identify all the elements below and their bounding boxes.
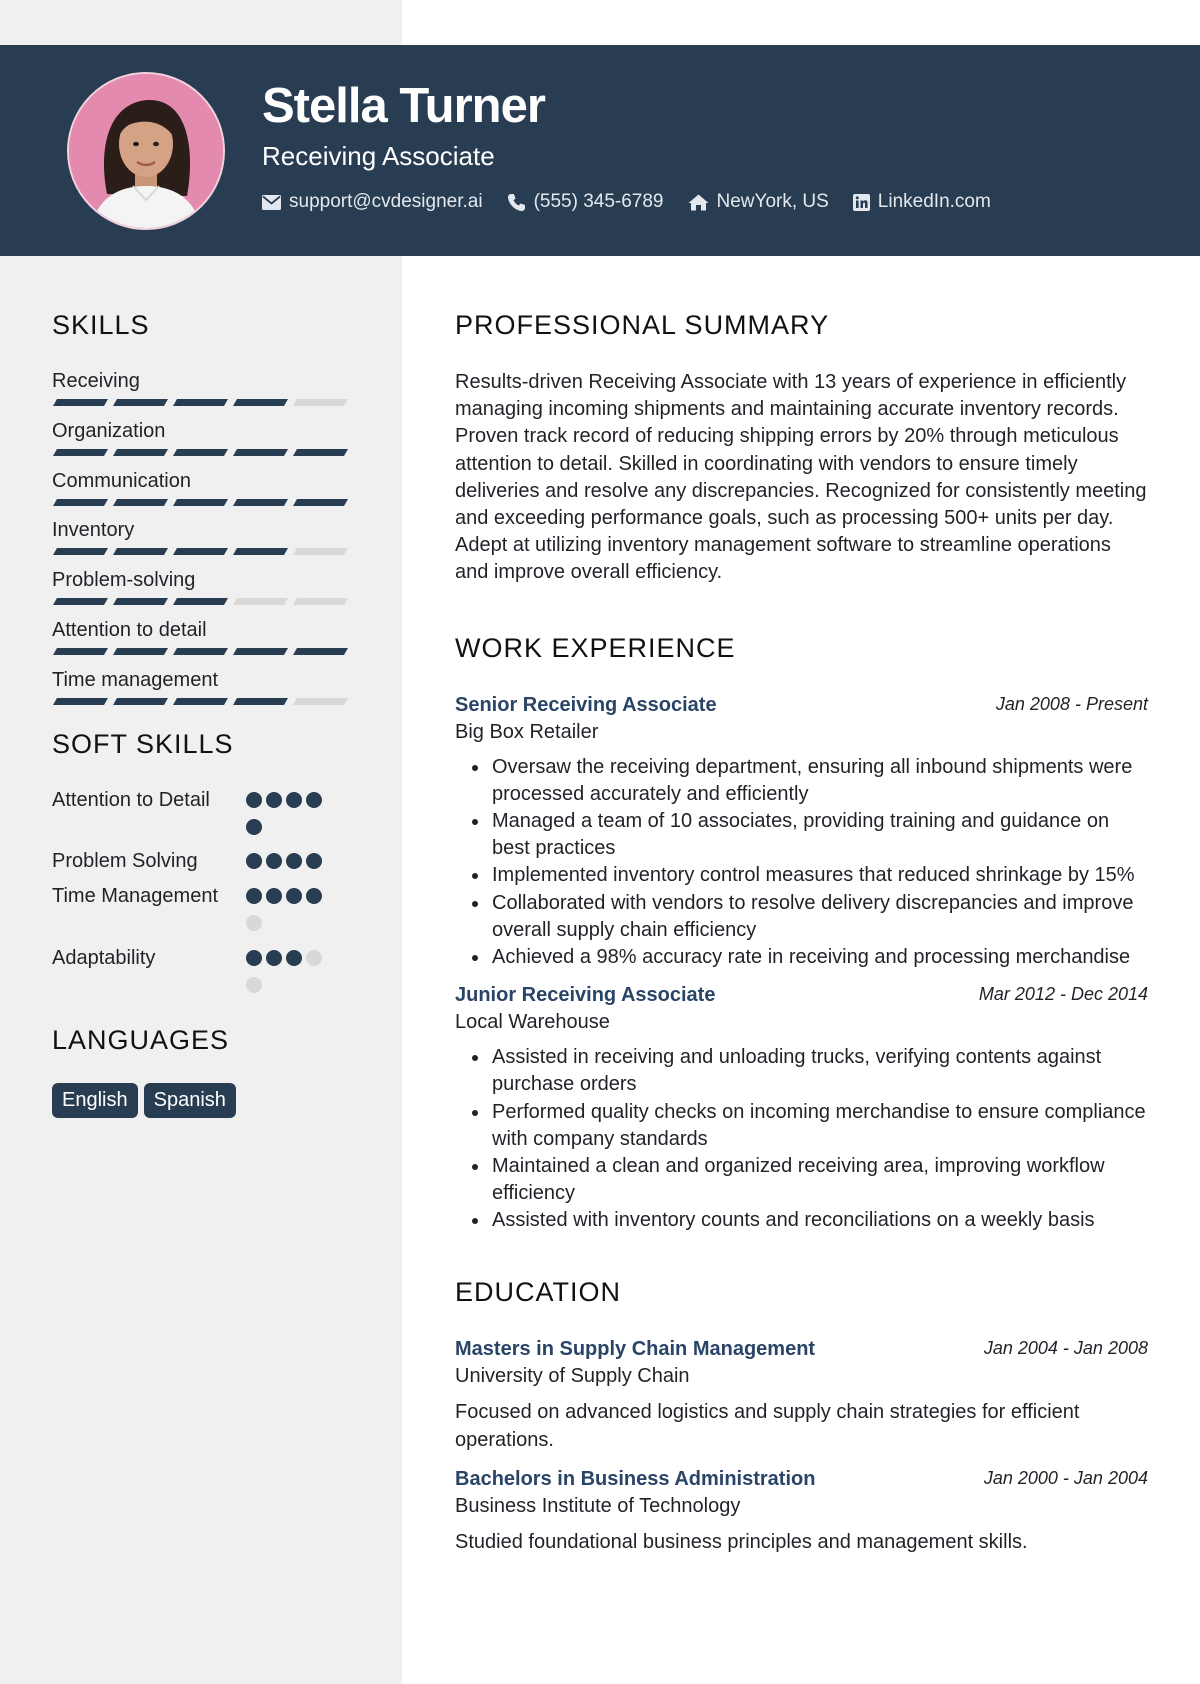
skill-level-segment (173, 399, 228, 406)
skill-name: Organization (52, 419, 166, 442)
skill-level-segment (173, 648, 228, 655)
soft-skill-rating (246, 853, 330, 880)
skill-level-segment (173, 449, 228, 456)
job-company: Local Warehouse (455, 1011, 610, 1034)
rating-dot (306, 888, 322, 904)
soft-skill-name: Adaptability (52, 946, 156, 969)
skill-name: Communication (52, 469, 191, 492)
summary-text: Results-driven Receiving Associate with 13 years of experience in efficiently managing incoming shipments and maintaining accurate inventory records. Proven track record of reducing shipping errors by 20% through meticulous attention to detail. Skilled in coordinating with vendors to ensure timely deliveries and resolve any discrepancies. Recognized for consistently meeting and exceeding performance goals, such as processing 500+ units per day. Adept at utilizing inventory management software to streamline operations and improve overall efficiency. (455, 371, 1147, 584)
skill-level-segment (53, 399, 108, 406)
language-badge: Spanish (144, 1083, 236, 1118)
bullet-item: Achieved a 98% accuracy rate in receiving and processing merchandise (455, 944, 1148, 971)
soft-skill-name: Problem Solving (52, 849, 198, 872)
skill-level-segment (173, 598, 228, 605)
contact-email[interactable] (262, 191, 483, 213)
skill-level-bar (53, 648, 348, 655)
soft-skill-item (52, 945, 352, 1003)
skill-level-bar (53, 698, 348, 705)
contact-list (262, 191, 1015, 213)
education-description: Studied foundational business principles and management skills. (455, 1530, 1028, 1553)
skill-level-bar (53, 449, 348, 456)
skill-level-segment (233, 548, 288, 555)
skill-item (52, 667, 352, 717)
experience-list (455, 692, 1148, 1235)
rating-dot (246, 819, 262, 835)
skill-level-segment (53, 698, 108, 705)
skill-level-segment (293, 648, 348, 655)
skill-level-segment (233, 598, 288, 605)
skills-list (52, 368, 352, 717)
skill-level-segment (113, 548, 168, 555)
contact-linkedin-text: LinkedIn.com (877, 191, 991, 212)
job-title: Junior Receiving Associate (455, 984, 716, 1007)
bullet-item: Assisted in receiving and unloading trucks, verifying contents against purchase orders (455, 1044, 1148, 1098)
education-heading: EDUCATION (455, 1276, 622, 1307)
skill-level-segment (293, 399, 348, 406)
skill-level-segment (53, 548, 108, 555)
skill-item (52, 368, 352, 418)
skill-level-segment (233, 399, 288, 406)
skill-item (52, 617, 352, 667)
skill-name: Inventory (52, 519, 135, 542)
skill-level-segment (293, 698, 348, 705)
skill-item (52, 517, 352, 567)
job-entry (455, 982, 1148, 1234)
education-list (455, 1336, 1148, 1556)
linkedin-icon (853, 194, 870, 211)
job-date: Mar 2012 - Dec 2014 (978, 984, 1148, 1005)
education-entry (455, 1336, 1148, 1454)
skill-name: Receiving (52, 370, 140, 392)
bullet-item: Managed a team of 10 associates, providing training and guidance on best practices (455, 808, 1148, 862)
skill-level-segment (113, 399, 168, 406)
job-bullets (455, 754, 1148, 972)
contact-phone-text: (555) 345-6789 (533, 191, 664, 212)
soft-skill-rating (246, 792, 330, 846)
bullet-item: Maintained a clean and organized receiving area, improving workflow efficiency (455, 1153, 1148, 1207)
education-description: Focused on advanced logistics and supply chain strategies for efficient operations. (455, 1400, 1080, 1451)
rating-dot (306, 853, 322, 869)
skill-level-segment (53, 648, 108, 655)
phone-icon (507, 193, 526, 212)
skill-level-segment (293, 449, 348, 456)
summary-heading: PROFESSIONAL SUMMARY (455, 310, 830, 340)
rating-dot (286, 792, 302, 808)
rating-dot (306, 950, 322, 966)
candidate-role: Receiving Associate (262, 141, 495, 171)
skill-name: Problem-solving (52, 569, 196, 592)
rating-dot (246, 853, 262, 869)
skill-level-bar (53, 399, 348, 406)
education-school: University of Supply Chain (455, 1364, 690, 1387)
languages-list (52, 1083, 352, 1118)
skill-level-segment (173, 698, 228, 705)
contact-location (688, 191, 829, 213)
rating-dot (266, 950, 282, 966)
skills-heading: SKILLS (52, 310, 150, 340)
job-date: Jan 2008 - Present (995, 693, 1148, 714)
rating-dot (286, 853, 302, 869)
contact-location-text: NewYork, US (716, 191, 829, 212)
education-date: Jan 2000 - Jan 2004 (983, 1467, 1148, 1488)
languages-heading: LANGUAGES (52, 1024, 230, 1055)
rating-dot (266, 888, 282, 904)
skill-item (52, 567, 352, 617)
soft-skill-rating (246, 950, 330, 1004)
skill-level-segment (293, 598, 348, 605)
skill-level-segment (233, 698, 288, 705)
skill-level-bar (53, 598, 348, 605)
skill-level-segment (53, 449, 108, 456)
soft-skill-item (52, 848, 352, 883)
soft-skills-heading: SOFT SKILLS (52, 728, 234, 759)
skill-level-bar (53, 548, 348, 555)
job-title: Senior Receiving Associate (455, 693, 717, 716)
rating-dot (266, 792, 282, 808)
soft-skill-rating (246, 888, 330, 942)
skill-level-segment (233, 648, 288, 655)
soft-skill-item (52, 883, 352, 945)
skill-name: Time management (52, 668, 218, 691)
skill-level-segment (113, 449, 168, 456)
education-degree: Bachelors in Business Administration (455, 1467, 816, 1490)
home-icon (688, 194, 709, 211)
soft-skill-item (52, 787, 352, 848)
language-badge: English (52, 1083, 138, 1118)
soft-skill-name: Attention to Detail (52, 788, 210, 811)
bullet-item: Collaborated with vendors to resolve delivery discrepancies and improve overall supply chain efficiency (455, 890, 1148, 944)
rating-dot (246, 888, 262, 904)
rating-dot (246, 792, 262, 808)
portrait-image (69, 74, 223, 228)
rating-dot (246, 915, 262, 931)
contact-linkedin[interactable] (853, 191, 991, 213)
skill-level-segment (173, 499, 228, 506)
education-date: Jan 2004 - Jan 2008 (983, 1337, 1148, 1358)
bullet-item: Performed quality checks on incoming merchandise to ensure compliance with company standards (455, 1099, 1148, 1153)
rating-dot (246, 950, 262, 966)
skill-level-segment (293, 499, 348, 506)
skill-level-segment (173, 548, 228, 555)
resume-header (0, 45, 1200, 256)
contact-phone[interactable] (507, 191, 664, 213)
skill-level-segment (53, 499, 108, 506)
bullet-item: Assisted with inventory counts and reconciliations on a weekly basis (455, 1207, 1148, 1234)
left-column (52, 300, 352, 1118)
rating-dot (306, 792, 322, 808)
rating-dot (286, 950, 302, 966)
job-bullets (455, 1044, 1148, 1234)
envelope-icon (262, 195, 281, 210)
skill-level-segment (53, 598, 108, 605)
soft-skill-name: Time Management (52, 884, 218, 907)
rating-dot (286, 888, 302, 904)
job-entry (455, 692, 1148, 972)
contact-email-text: support@cvdesigner.ai (289, 191, 483, 212)
skill-item (52, 418, 352, 468)
rating-dot (266, 853, 282, 869)
skill-item (52, 468, 352, 518)
education-school: Business Institute of Technology (455, 1494, 741, 1517)
skill-name: Attention to detail (52, 618, 207, 641)
bullet-item: Implemented inventory control measures that reduced shrinkage by 15% (455, 862, 1148, 889)
job-company: Big Box Retailer (455, 720, 599, 743)
skill-level-segment (113, 648, 168, 655)
education-entry (455, 1466, 1148, 1556)
rating-dot (246, 977, 262, 993)
soft-skills-list (52, 787, 352, 1003)
skill-level-segment (113, 698, 168, 705)
candidate-name: Stella Turner (262, 79, 545, 133)
skill-level-segment (113, 598, 168, 605)
skill-level-bar (53, 499, 348, 506)
right-column (455, 300, 1148, 1556)
experience-heading: WORK EXPERIENCE (455, 632, 736, 663)
skill-level-segment (233, 449, 288, 456)
avatar (67, 72, 225, 230)
education-degree: Masters in Supply Chain Management (455, 1337, 816, 1360)
bullet-item: Oversaw the receiving department, ensuring all inbound shipments were processed accurately and efficiently (455, 754, 1148, 808)
skill-level-segment (293, 548, 348, 555)
skill-level-segment (233, 499, 288, 506)
skill-level-segment (113, 499, 168, 506)
